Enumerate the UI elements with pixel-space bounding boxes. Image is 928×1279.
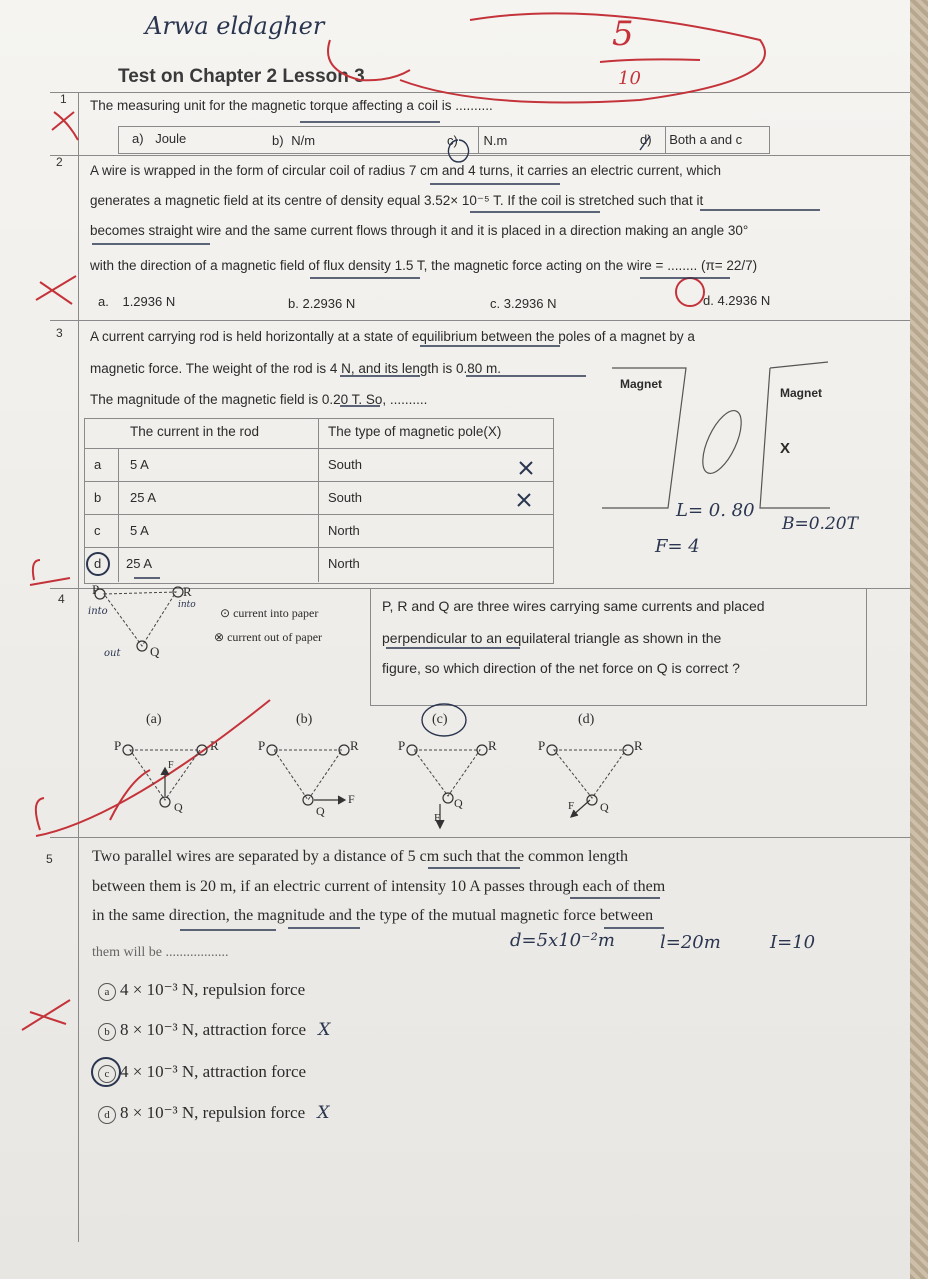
q4-correct-mark [36, 700, 270, 836]
option-letter: d. [703, 293, 714, 308]
q3-line-2: magnetic force. The weight of the rod is 4 N, and its length is 0.80 m. [90, 361, 501, 376]
q3-row-a-cross [520, 462, 532, 474]
note-i: I=10 [770, 932, 816, 953]
a-p-label: P [114, 738, 122, 753]
triangle-c [414, 750, 480, 796]
wire-icon [160, 797, 170, 807]
q3-row-c-pole: North [328, 523, 360, 538]
d-f-label: F [568, 800, 575, 812]
wire-icon [587, 795, 597, 805]
margin-note-into: into [88, 606, 108, 617]
q4-option-c[interactable]: (c) [432, 712, 448, 727]
q5-line-2: between them is 20 m, if an electric current of intensity 10 A passes through each of them [92, 878, 666, 895]
q4-line-2: perpendicular to an equilateral triangle as shown in the [382, 630, 722, 646]
a-f-label: F [168, 760, 174, 771]
force-arrow-d [571, 800, 590, 817]
magnet-figure [602, 362, 830, 508]
wrong-mark: X [317, 1103, 330, 1123]
pole-x-label: X [780, 440, 791, 457]
q3-row-c-current: 5 A [130, 523, 149, 538]
option-letter: c. [490, 296, 501, 311]
c-r-label: R [488, 738, 497, 753]
test-title: Test on Chapter 2 Lesson 3 [118, 66, 365, 87]
option-text: 8 × 10⁻³ N, attraction force [120, 1020, 307, 1039]
student-name: Arwa eldagher [145, 12, 325, 40]
d-q-label: Q [600, 800, 609, 814]
magnet-left-block [602, 368, 686, 508]
rod-icon [695, 405, 749, 478]
option-letter: a) [132, 131, 144, 146]
option-text: 1.2936 N [122, 294, 176, 309]
mini-q-label: Q [150, 644, 160, 659]
q4-option-b[interactable]: (b) [296, 712, 313, 727]
option-text: N.m [483, 133, 508, 148]
q4-option-d[interactable]: (d) [578, 712, 595, 727]
question-number: 4 [58, 592, 65, 606]
q5-selected-circle [92, 1058, 120, 1086]
q3-row-b-pole: South [328, 490, 362, 505]
note-field: B=0.20T [782, 514, 858, 534]
triangle-d [554, 750, 626, 798]
option-text: 4 × 10⁻³ N, repulsion force [120, 980, 306, 999]
note-l: l=20m [660, 932, 721, 953]
option-text: 3.2936 N [503, 296, 557, 311]
option-text: 4 × 10⁻³ N, attraction force [120, 1062, 307, 1081]
c-q-label: Q [454, 796, 463, 810]
q3-row-d-current: 25 A [126, 556, 153, 571]
force-arrow-b [314, 796, 345, 804]
q4-line-1: P, R and Q are three wires carrying same currents and placed [382, 598, 765, 614]
option-letter: a. [98, 294, 109, 309]
option-letter: d) [640, 132, 652, 147]
option-letter: c [98, 1065, 116, 1083]
q4-line-3: figure, so which direction of the net force on Q is correct ? [382, 660, 740, 676]
note-force: F= 4 [655, 536, 700, 557]
question-number: 5 [46, 852, 53, 866]
grade-fraction-line [600, 59, 700, 62]
q3-row-d-pole: North [328, 556, 360, 571]
b-f-label: F [348, 792, 355, 806]
option-text: 4.2936 N [717, 293, 771, 308]
option-letter: b. [288, 296, 299, 311]
q1-circle-c [448, 140, 468, 162]
q3-selected-circle [87, 553, 109, 575]
magnet-right-label: Magnet [780, 386, 822, 400]
q5-wrong-mark [22, 1000, 70, 1030]
wire-icon [303, 795, 313, 805]
q3-row-a-letter[interactable]: a [94, 457, 102, 472]
option-text: 2.2936 N [302, 296, 356, 311]
q3-correct-mark [30, 560, 70, 585]
option-text: Joule [155, 131, 187, 146]
magnet-right-block [760, 362, 830, 508]
q4-option-a[interactable]: (a) [146, 712, 162, 727]
q2-selected-circle [676, 278, 704, 306]
q3-line-3: The magnitude of the magnetic field is 0.20 T. So, .......... [90, 392, 428, 407]
note-length: L= 0. 80 [676, 500, 755, 521]
option-letter: b [98, 1023, 116, 1041]
a-q-label: Q [174, 800, 183, 814]
q2-line-2: generates a magnetic field at its centre of density equal 3.52× 10⁻⁵ T. If the coil is stretched such that it [90, 193, 704, 208]
force-arrow-c [436, 804, 444, 828]
grade-total: 10 [618, 68, 641, 89]
q2-line-3: becomes straight wire and the same current flows through it and it is placed in a direction making an angle 30° [90, 223, 749, 238]
q1-text: The measuring unit for the magnetic torque affecting a coil is .......... [90, 98, 493, 113]
question-number: 1 [60, 92, 67, 106]
q3-row-d-letter[interactable]: d [94, 556, 102, 571]
d-p-label: P [538, 738, 546, 753]
q3-row-a-pole: South [328, 457, 362, 472]
legend-into-text: current into paper [233, 606, 319, 620]
grade-circle [400, 13, 765, 102]
triangle-b [274, 750, 342, 800]
option-letter: d [98, 1106, 116, 1124]
magnet-left-label: Magnet [620, 377, 662, 391]
a-r-label: R [210, 738, 219, 753]
d-r-label: R [634, 738, 643, 753]
wire-icon [443, 793, 453, 803]
b-q-label: Q [316, 804, 325, 818]
option-letter: b) [272, 133, 284, 148]
mini-p-label: P [92, 582, 100, 597]
option-text: N/m [291, 133, 316, 148]
b-p-label: P [258, 738, 266, 753]
q3-row-b-cross [518, 494, 530, 506]
q4-selected-circle [422, 704, 466, 736]
question-number: 3 [56, 326, 63, 340]
q5-line-1: Two parallel wires are separated by a distance of 5 cm such that the common length [92, 848, 629, 865]
force-arrow-a [161, 768, 169, 796]
q2-wrong-mark [36, 276, 76, 304]
c-f-label: F [434, 812, 441, 824]
name-swirl [328, 40, 410, 80]
note-d: d=5x10⁻²m [510, 930, 615, 951]
q4-tick-a [110, 770, 150, 820]
q3-header-current: The current in the rod [130, 424, 260, 439]
q2-line-1: A wire is wrapped in the form of circular coil of radius 7 cm and 4 turns, it carries an electric current, which [90, 163, 721, 178]
option-letter: c) [447, 133, 458, 148]
c-p-label: P [398, 738, 406, 753]
q5-line-4: them will be .................. [92, 945, 229, 960]
q2-line-4: with the direction of a magnetic field of flux density 1.5 T, the magnetic force acting on the wire = ........ (π= 22/7) [90, 258, 758, 273]
q3-row-b-current: 25 A [130, 490, 157, 505]
q3-row-a-current: 5 A [130, 457, 149, 472]
current-into-icon: ⊙ [220, 606, 231, 620]
mini-r-label: R [183, 584, 192, 599]
q3-row-c-letter[interactable]: c [94, 523, 101, 538]
b-r-label: R [350, 738, 359, 753]
q3-header-pole: The type of magnetic pole(X) [328, 424, 502, 439]
option-text: Both a and c [669, 132, 743, 147]
q1-wrong-mark [52, 112, 78, 140]
q5-line-3: in the same direction, the magnitude and the type of the mutual magnetic force between [92, 907, 654, 924]
q3-line-1: A current carrying rod is held horizontally at a state of equilibrium between the poles of a magnet by a [90, 329, 695, 344]
margin-note-out: out [104, 648, 121, 659]
option-text: 8 × 10⁻³ N, repulsion force [120, 1103, 306, 1122]
q1-tick-d [640, 136, 650, 150]
grade-score: 5 [612, 14, 634, 54]
wire-icon [477, 745, 487, 755]
question-number: 2 [56, 155, 63, 169]
wrong-mark: X [318, 1020, 331, 1040]
option-letter: a [98, 983, 116, 1001]
legend-out-text: current out of paper [227, 630, 323, 644]
margin-note-into-2: into [178, 600, 196, 610]
current-out-icon: ⊗ [214, 630, 225, 644]
mini-triangle [104, 592, 176, 646]
q3-row-b-letter[interactable]: b [94, 490, 102, 505]
